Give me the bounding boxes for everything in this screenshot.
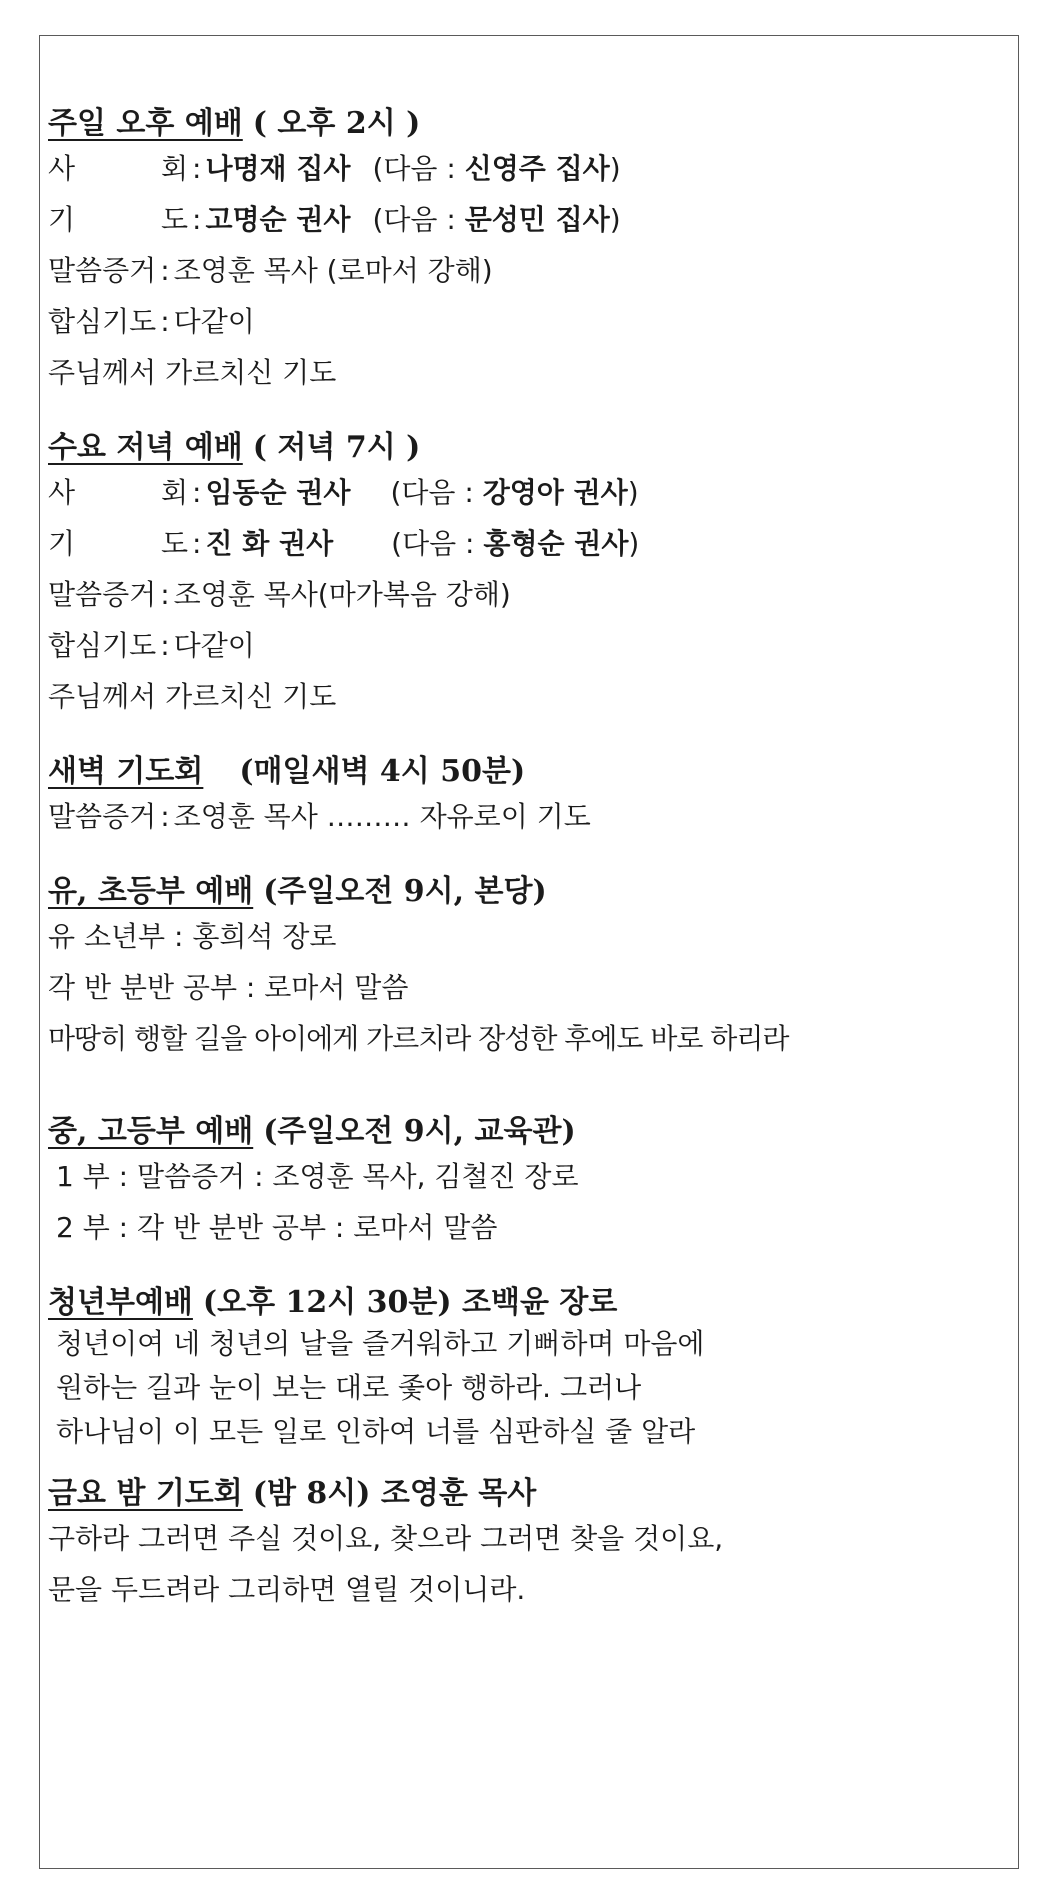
lords-prayer-row: 주님께서 가르치신 기도 <box>48 356 337 389</box>
section-heading <box>48 1283 948 1322</box>
sermon-text: 조영훈 목사 (로마서 강해) <box>173 254 493 287</box>
list-item: 각 반 분반 공부 : 로마서 말씀 <box>48 971 409 1004</box>
host-name: 나명재 집사 <box>205 152 351 185</box>
section-youth <box>48 1112 948 1253</box>
host-label: 사 회 <box>48 476 188 509</box>
list-item: 1 부 : 말씀증거 : 조영훈 목사, 김철진 장로 <box>56 1160 579 1193</box>
section-heading <box>48 752 948 791</box>
section-heading <box>48 428 948 467</box>
host-row: 사 회 : 임동순 권사 (다음 : 강영아 권사) <box>48 467 948 518</box>
next-prayer: (다음 : 문성민 집사) <box>372 203 621 236</box>
unison-row: 합심기도 : 다같이 <box>48 305 255 338</box>
host-row: 사 회 : 나명재 집사 (다음 : 신영주 집사) <box>48 143 948 194</box>
prayer-name: 고명순 권사 <box>205 203 351 236</box>
sermon-row: 말씀증거 : 조영훈 목사 ……… 자유로이 기도 <box>48 800 591 833</box>
section-time: (주일오전 9시, 본당) <box>263 874 547 909</box>
prayer-label: 기 도 <box>48 527 188 560</box>
section-young-adults <box>48 1283 948 1454</box>
section-title: 중, 고등부 예배 <box>48 1114 254 1149</box>
section-title: 청년부예배 <box>48 1285 193 1320</box>
next-host: (다음 : 신영주 집사) <box>372 152 621 185</box>
host-name: 임동순 권사 <box>205 476 351 509</box>
section-heading <box>48 1474 948 1513</box>
section-time: (매일새벽 4시 50분) <box>239 754 526 789</box>
prayer-label: 기 도 <box>48 203 188 236</box>
list-item: 2 부 : 각 반 분반 공부 : 로마서 말씀 <box>56 1211 498 1244</box>
section-wednesday-evening <box>48 428 948 722</box>
section-time: ( 오후 2시 ) <box>252 106 421 141</box>
section-title: 새벽 기도회 <box>48 754 204 789</box>
section-time: ( 저녁 7시 ) <box>252 430 421 465</box>
section-dawn-prayer <box>48 752 948 842</box>
prayer-name: 진 화 권사 <box>205 527 334 560</box>
verse-text: 마땅히 행할 길을 아이에게 가르치라 장성한 후에도 바로 하리라 <box>48 1022 789 1055</box>
sermon-text: 조영훈 목사 ……… 자유로이 기도 <box>173 800 591 833</box>
section-title: 금요 밤 기도회 <box>48 1476 243 1511</box>
section-title: 수요 저녁 예배 <box>48 430 243 465</box>
section-time: (오후 12시 30분) 조백윤 장로 <box>202 1285 618 1320</box>
verse-text: 하나님이 이 모든 일로 인하여 너를 심판하실 줄 알라 <box>56 1415 696 1448</box>
section-heading <box>48 104 948 143</box>
lords-prayer-row: 주님께서 가르치신 기도 <box>48 680 337 713</box>
prayer-row: 기 도 : 진 화 권사 (다음 : 홍형순 권사) <box>48 518 948 569</box>
section-friday-night <box>48 1474 948 1615</box>
section-title: 주일 오후 예배 <box>48 106 243 141</box>
section-heading <box>48 872 948 911</box>
worship-schedule <box>48 72 948 1615</box>
section-time: (밤 8시) 조영훈 목사 <box>252 1476 537 1511</box>
section-sunday-afternoon <box>48 104 948 398</box>
next-prayer: (다음 : 홍형순 권사) <box>391 527 640 560</box>
verse-text: 원하는 길과 눈이 보는 대로 좇아 행하라. 그러나 <box>56 1371 642 1404</box>
next-host: (다음 : 강영아 권사) <box>390 476 639 509</box>
sermon-row: 말씀증거 : 조영훈 목사(마가복음 강해) <box>48 578 511 611</box>
verse-text: 구하라 그러면 주실 것이요, 찾으라 그러면 찾을 것이요, <box>48 1522 724 1555</box>
host-label: 사 회 <box>48 152 188 185</box>
list-item: 유 소년부 : 홍희석 장로 <box>48 920 337 953</box>
sermon-row: 말씀증거 : 조영훈 목사 (로마서 강해) <box>48 254 493 287</box>
section-children <box>48 872 948 1064</box>
section-title: 유, 초등부 예배 <box>48 874 254 909</box>
section-time: (주일오전 9시, 교육관) <box>263 1114 576 1149</box>
section-heading <box>48 1112 948 1151</box>
prayer-row: 기 도 : 고명순 권사 (다음 : 문성민 집사) <box>48 194 948 245</box>
sermon-text: 조영훈 목사(마가복음 강해) <box>173 578 511 611</box>
unison-row: 합심기도 : 다같이 <box>48 629 255 662</box>
verse-text: 문을 두드려라 그리하면 열릴 것이니라. <box>48 1573 526 1606</box>
verse-text: 청년이여 네 청년의 날을 즐거워하고 기뻐하며 마음에 <box>56 1327 705 1360</box>
